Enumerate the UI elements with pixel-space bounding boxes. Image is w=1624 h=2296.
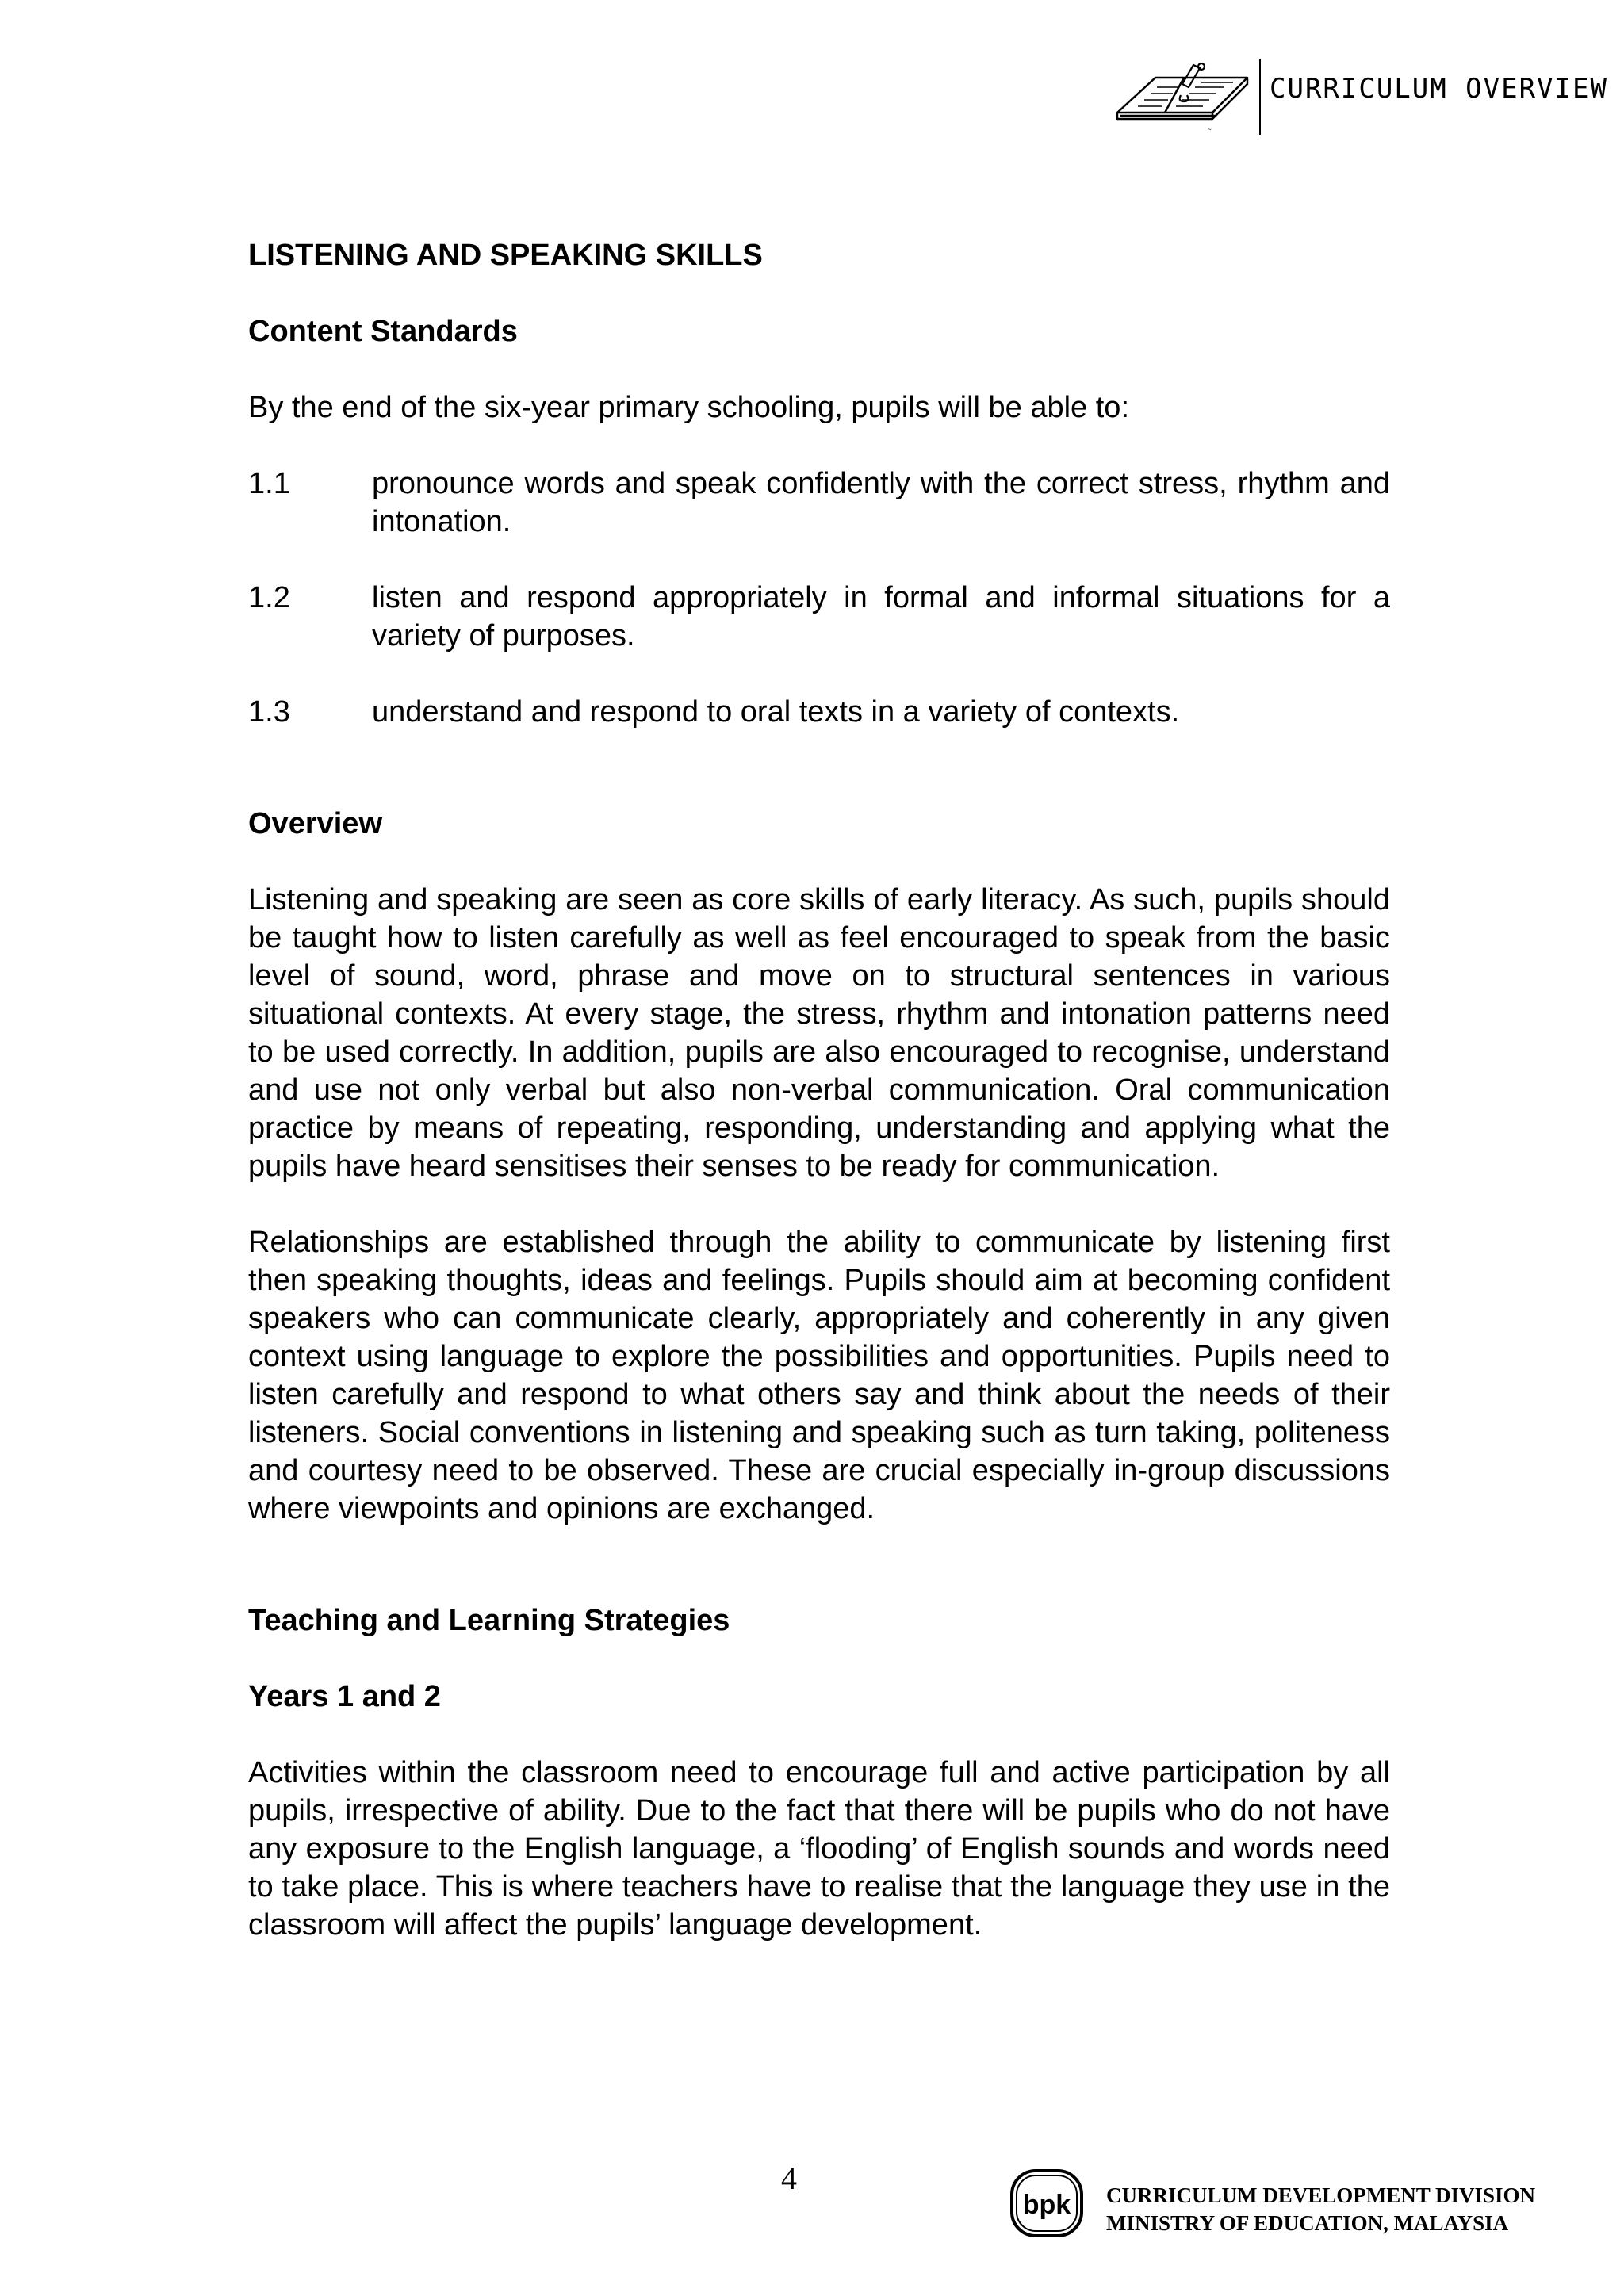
page-number: 4	[781, 2160, 797, 2196]
standard-text: understand and respond to oral texts in a variety of contexts.	[372, 695, 1180, 729]
overview-heading: Overview	[248, 807, 382, 840]
document-body	[248, 236, 1390, 1982]
overview-paragraph-2: Relationships are established through the ability to communicate by listening first then speaking thoughts, ideas and feelings. Pupils should aim at becoming confident speakers who can communicate clearly, appropriately and coherently in any given context using language to explore the possibilities and opportunities. Pupils need to listen carefully and respond to what others say and think about the needs of their listeners. Social conventions in listening and speaking such as turn taking, politeness and courtesy need to be observed. These are crucial especially in-group discussions where viewpoints and opinions are exchanged.	[248, 1226, 1390, 1525]
page-header	[1114, 55, 1608, 139]
standard-text: listen and respond appropriately in formal and informal situations for a variety of purposes.	[372, 581, 1390, 652]
footer-ministry: MINISTRY OF EDUCATION, MALAYSIA	[1106, 2211, 1509, 2235]
header-title: CURRICULUM OVERVIEW	[1270, 73, 1608, 105]
footer-division: CURRICULUM DEVELOPMENT DIVISION	[1106, 2183, 1536, 2207]
overview-paragraph-1: Listening and speaking are seen as core skills of early literacy. As such, pupils should be taught how to listen carefully as well as feel encouraged to speak from the basic level of sound, word, phrase and move on to structural sentences in various situational contexts. At every stage, the stress, rhythm and intonation patterns need to be used correctly. In addition, pupils are also encouraged to recognise, understand and use not only verbal but also non-verbal communication. Oral communication practice by means of repeating, responding, understanding and applying what the pupils have heard sensitises their senses to be ready for communication.	[248, 883, 1390, 1183]
section-spacer	[248, 1566, 1390, 1601]
bpk-logo-icon	[1009, 2168, 1085, 2239]
svg-text:bpk: bpk	[1022, 2190, 1071, 2220]
list-item	[248, 579, 1390, 655]
content-standards-intro: By the end of the six-year primary schooling, pupils will be able to:	[248, 391, 1129, 424]
footer-organisation	[1106, 2182, 1535, 2237]
standard-number: 1.2	[248, 581, 290, 614]
svg-text:~: ~	[1208, 126, 1212, 133]
content-standards-list	[248, 465, 1390, 731]
list-item	[248, 465, 1390, 541]
strategies-paragraph: Activities within the classroom need to encourage full and active participation by all pupils, irrespective of ability. Due to the fact that there will be pupils who do not have any exposure to the English language, a ‘flooding’ of English sounds and words need to take place. This is where teachers have to realise that the language they use in the classroom will affect the pupils’ language development.	[248, 1756, 1390, 1942]
standard-number: 1.3	[248, 695, 290, 729]
main-heading: LISTENING AND SPEAKING SKILLS	[248, 239, 763, 272]
standard-text: pronounce words and speak confidently with the correct stress, rhythm and intonation.	[372, 467, 1390, 538]
header-divider	[1259, 59, 1261, 135]
section-spacer	[248, 769, 1390, 805]
years-subheading: Years 1 and 2	[248, 1680, 441, 1713]
standard-number: 1.1	[248, 467, 290, 500]
open-book-icon	[1114, 60, 1253, 136]
strategies-heading: Teaching and Learning Strategies	[248, 1604, 730, 1637]
list-item	[248, 693, 1390, 731]
content-standards-heading: Content Standards	[248, 315, 518, 348]
